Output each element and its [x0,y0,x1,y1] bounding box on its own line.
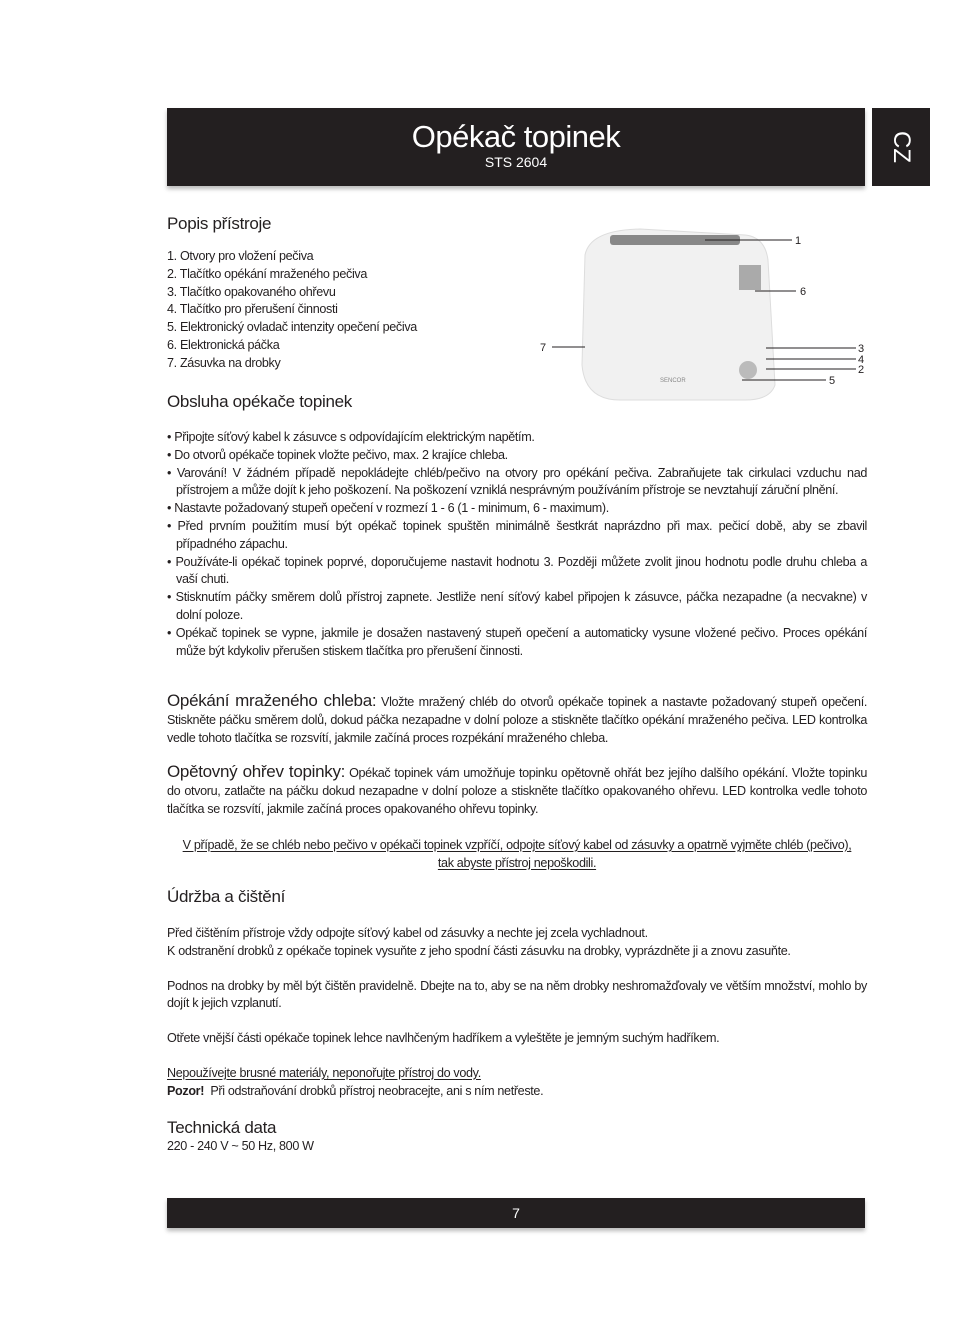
page-number: 7 [512,1205,520,1221]
list-item: 1. Otvory pro vložení pečiva [167,249,314,263]
model-number: STS 2604 [484,154,548,170]
list-item: 5. Elektronický ovladač intenzity opečení pečiva [167,320,417,335]
list-item: 6. Elektronická páčka [167,337,280,352]
brand-logo: SENCOR [660,378,686,384]
section-heading: Údržba a čištění [167,887,286,906]
reheat-paragraph [167,763,867,818]
paragraph: Nepoužívejte brusné materiály, neponořujte přístroj do vody. [167,1065,481,1080]
callout-label: 6 [800,286,807,298]
callout-label: 1 [795,235,802,247]
bullet-item: • Před prvním použitím musí být opékač topinek spuštěn minimálně šestkrát naprázdno při max. pečicí době, aby se zbavil případného zápachu. [167,518,867,551]
title-bar [167,108,865,186]
toaster-diagram [530,215,880,415]
callout-label: 2 [858,364,865,376]
warning-text: V případě, že se chléb nebo pečivo v opékači topinek vzpříčí, odpojte síťový kabel od zásuvky a opatrně vyjměte chléb (pečivo), tak abyste přístroj nepoškodili. [182,838,852,870]
bullet-item: • Nastavte požadovaný stupeň opečení v rozmezí 1 - 6 (1 - minimum, 6 - maximum). [167,501,609,516]
jam-warning [167,837,867,873]
section-heading: Obsluha opékače topinek [167,392,352,411]
callout-label: 3 [858,343,865,355]
bullet-item: • Používáte-li opékač topinek poprvé, doporučujeme nastavit hodnotu 3. Později můžete zvolit jinou hodnotu podle druhu chleba a vaší chuti. [167,554,867,587]
language-tab [872,108,930,186]
inline-heading: Opětovný ohřev topinky: [167,762,346,781]
paragraph: Podnos na drobky by měl být čištěn pravidelně. Dbejte na to, aby se na něm drobky neshromažďovaly ve větším množství, mohlo by dojít k jejich vzplanutí. [167,978,867,1011]
section-heading: Popis přístroje [167,214,272,233]
bullet-item: • Varování! V žádném případě nepokládejte chléb/pečivo na otvory pro opékání pečiva. Zabraňujete tak cirkulaci vzduchu nad přístrojem a může dojít k jeho poškození. Na poškození vzniklá nesprávným používáním přístroje se nevztahují záruční plnění. [167,465,867,498]
inline-heading: Opékání mraženého chleba: [167,691,377,710]
tech-section [167,1118,867,1156]
list-item: 2. Tlačítko opékání mraženého pečiva [167,266,367,281]
footer-bar [167,1198,865,1228]
callout-label: 7 [540,342,547,354]
bullet-item: • Připojte síťový kabel k zásuvce s odpovídajícím elektrickým napětím. [167,430,535,444]
paragraph-text: Vložte mražený chléb do otvorů opékače topinek a nastavte požadovaný stupeň opečení. Stiskněte páčku směrem dolů, dokud páčka nezapadne v dolní poloze a stiskněte tlačítko opékání mraženého pečiva. LED kontrolka vedle tohoto tlačítka se rozsvítí, jakmile začíná proces rozpékání mraženého chleba. [167,695,867,745]
list-item: 4. Tlačítko pro přerušení činnosti [167,302,338,317]
list-item: 3. Tlačítko opakovaného ohřevu [167,284,336,299]
bullet-item: • Do otvorů opékače topinek vložte pečivo, max. 2 krajíce chleba. [167,447,508,462]
paragraph: Otřete vnější části opékače topinek lehce navlhčeným hadříkem a vyleštěte je jemným suchým hadříkem. [167,1031,720,1046]
frozen-bread-paragraph [167,692,867,747]
callout-label: 5 [829,375,836,387]
operation-section [167,392,867,660]
paragraph: Před čištěním přístroje vždy odpojte síťový kabel od zásuvky a nechte jej zcela vychladnout. [167,926,648,940]
description-section [167,214,527,373]
caution-label: Pozor! [167,1083,205,1098]
callout-label: 4 [858,354,865,366]
tech-specs: 220 - 240 V ~ 50 Hz, 800 W [167,1139,314,1153]
language-code: CZ [888,131,915,163]
section-heading: Technická data [167,1118,277,1137]
list-item: 7. Zásuvka na drobky [167,355,281,370]
paragraph-text: Opékač topinek vám umožňuje topinku opětovně ohřát bez jejího dalšího opékání. Vložte topinku do otvoru, zatlačte na páčku dokud nezapadne v dolní poloze a stiskněte tlačítko opakovaného ohřevu. LED kontrolka vedle tohoto tlačítka se rozsvítí, jakmile začíná proces opakovaného ohřevu topinky. [167,766,867,816]
paragraph: K odstranění drobků z opékače topinek vysuňte z jeho spodní části zásuvku na drobky, vyprázdněte ji a znovu zasuňte. [167,943,791,958]
caution-text: Při odstraňování drobků přístroj neobracejte, ani s ním netřeste. [204,1083,544,1098]
bullet-item: • Opékač topinek se vypne, jakmile je dosažen nastavený stupeň opečení a automaticky vysune vložené pečivo. Proces opékání může být kdykoliv přerušen stiskem tlačítka pro přerušení činnosti. [167,625,867,658]
page-title: Opékač topinek [411,119,621,154]
bullet-item: • Stisknutím páčky směrem dolů přístroj zapnete. Jestliže není síťový kabel připojen k zásuvce, páčka nezapadne (a necvakne) v dolní poloze. [167,590,867,622]
maintenance-section [167,887,867,1101]
